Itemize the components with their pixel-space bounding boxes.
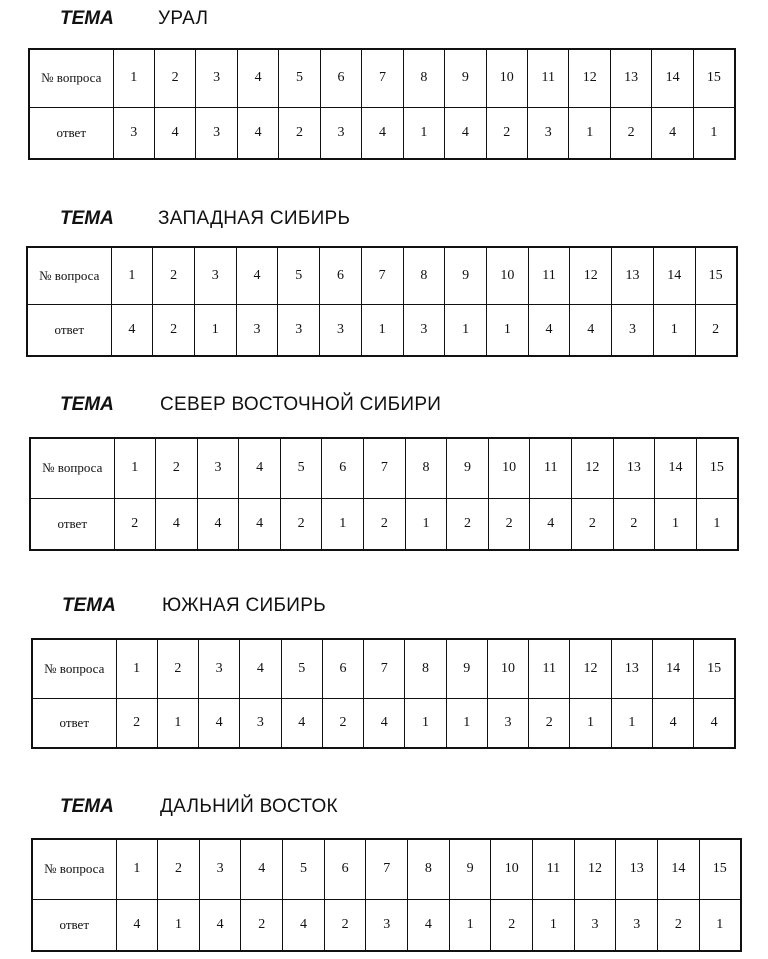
answer-cell: 3 [278, 304, 320, 356]
question-number-cell: 11 [533, 839, 575, 899]
answer-cell: 2 [153, 304, 195, 356]
topic-title: ЗАПАДНАЯ СИБИРЬ [158, 208, 351, 229]
question-number-cell: 11 [529, 639, 570, 698]
question-number-cell: 15 [694, 639, 735, 698]
answer-cell: 2 [279, 107, 320, 159]
answer-cell: 3 [320, 304, 362, 356]
question-number-cell: 12 [570, 247, 612, 304]
question-number-cell: 2 [158, 839, 200, 899]
answer-table [29, 437, 739, 551]
answer-cell: 4 [694, 698, 735, 748]
answer-cell: 2 [695, 304, 737, 356]
answer-row [32, 899, 741, 951]
question-number-cell: 4 [237, 49, 278, 107]
answer-cell: 2 [491, 899, 533, 951]
answer-cell: 2 [610, 107, 651, 159]
question-number-row [29, 49, 735, 107]
question-number-cell: 5 [281, 639, 322, 698]
answer-cell: 1 [194, 304, 236, 356]
answer-cell: 2 [322, 698, 363, 748]
question-number-cell: 1 [116, 639, 157, 698]
question-number-cell: 12 [570, 639, 611, 698]
answer-cell: 4 [156, 498, 198, 550]
answer-cell: 2 [529, 698, 570, 748]
topic-title: ДАЛЬНИЙ ВОСТОК [160, 796, 338, 817]
answer-cell: 4 [528, 304, 570, 356]
answer-cell: 1 [696, 498, 738, 550]
question-number-cell: 3 [199, 839, 241, 899]
question-number-cell: 12 [572, 438, 614, 498]
answer-cell: 1 [405, 698, 446, 748]
question-number-cell: 5 [283, 839, 325, 899]
answer-row [32, 698, 735, 748]
question-number-cell: 14 [652, 639, 693, 698]
answer-cell: 2 [572, 498, 614, 550]
tema-label: ТЕМА [62, 595, 116, 616]
question-number-row [32, 639, 735, 698]
answer-cell: 2 [324, 899, 366, 951]
answer-cell: 3 [236, 304, 278, 356]
answer-cell: 4 [154, 107, 195, 159]
answer-cell: 4 [652, 107, 693, 159]
answer-cell: 2 [116, 698, 157, 748]
answer-cell: 3 [612, 304, 654, 356]
answer-cell: 1 [449, 899, 491, 951]
answer-cell: 1 [533, 899, 575, 951]
question-number-cell: 15 [693, 49, 734, 107]
question-number-cell: 14 [653, 247, 695, 304]
question-number-cell: 10 [486, 49, 527, 107]
answer-cell: 1 [611, 698, 652, 748]
answer-cell: 1 [570, 698, 611, 748]
answer-cell: 3 [196, 107, 237, 159]
question-number-cell: 7 [366, 839, 408, 899]
question-number-cell: 9 [445, 247, 487, 304]
answer-cell: 4 [652, 698, 693, 748]
question-number-cell: 15 [696, 438, 738, 498]
answer-cell: 4 [281, 698, 322, 748]
answer-cell: 3 [366, 899, 408, 951]
question-number-cell: 8 [403, 49, 444, 107]
answer-cell: 1 [361, 304, 403, 356]
answer-cell: 4 [239, 498, 281, 550]
answer-cell: 3 [528, 107, 569, 159]
question-number-label: № вопроса [30, 438, 114, 498]
question-number-label: № вопроса [27, 247, 111, 304]
answer-cell: 1 [653, 304, 695, 356]
question-number-cell: 12 [569, 49, 610, 107]
question-number-cell: 11 [528, 247, 570, 304]
answer-cell: 2 [486, 107, 527, 159]
answer-cell: 2 [613, 498, 655, 550]
answer-cell: 2 [447, 498, 489, 550]
question-number-cell: 4 [241, 839, 283, 899]
answer-cell: 4 [445, 107, 486, 159]
answer-cell: 1 [157, 698, 198, 748]
question-number-cell: 6 [322, 639, 363, 698]
answer-cell: 4 [530, 498, 572, 550]
answer-cell: 4 [116, 899, 158, 951]
answer-cell: 1 [446, 698, 487, 748]
question-number-cell: 13 [612, 247, 654, 304]
answer-cell: 4 [199, 698, 240, 748]
question-number-label: № вопроса [29, 49, 113, 107]
tema-label: ТЕМА [60, 796, 114, 817]
answer-label: ответ [32, 899, 116, 951]
answer-table [31, 838, 742, 952]
question-number-row [30, 438, 738, 498]
question-number-cell: 3 [197, 438, 239, 498]
answer-label: ответ [32, 698, 116, 748]
answer-cell: 1 [655, 498, 697, 550]
answer-cell: 1 [569, 107, 610, 159]
question-number-cell: 2 [154, 49, 195, 107]
question-number-cell: 2 [153, 247, 195, 304]
question-number-cell: 13 [613, 438, 655, 498]
answer-row [30, 498, 738, 550]
question-number-cell: 2 [156, 438, 198, 498]
answer-cell: 1 [693, 107, 734, 159]
question-number-cell: 8 [405, 438, 447, 498]
answer-cell: 1 [403, 107, 444, 159]
answer-label: ответ [27, 304, 111, 356]
question-number-cell: 1 [114, 438, 156, 498]
answer-table [28, 48, 736, 160]
answer-cell: 1 [405, 498, 447, 550]
question-number-cell: 14 [652, 49, 693, 107]
question-number-cell: 8 [403, 247, 445, 304]
question-number-cell: 8 [408, 839, 450, 899]
answer-cell: 3 [240, 698, 281, 748]
answer-cell: 4 [283, 899, 325, 951]
tema-label: ТЕМА [60, 8, 114, 29]
question-number-row [27, 247, 737, 304]
question-number-cell: 9 [449, 839, 491, 899]
question-number-cell: 15 [699, 839, 741, 899]
answer-cell: 1 [445, 304, 487, 356]
question-number-cell: 4 [239, 438, 281, 498]
tema-label: ТЕМА [60, 394, 114, 415]
answer-cell: 4 [199, 899, 241, 951]
answer-label: ответ [30, 498, 114, 550]
answer-cell: 3 [487, 698, 528, 748]
question-number-cell: 7 [361, 247, 403, 304]
question-number-cell: 10 [486, 247, 528, 304]
answer-row [29, 107, 735, 159]
question-number-cell: 1 [113, 49, 154, 107]
question-number-cell: 3 [194, 247, 236, 304]
question-number-cell: 6 [320, 49, 361, 107]
answer-cell: 2 [241, 899, 283, 951]
question-number-cell: 14 [658, 839, 700, 899]
question-number-cell: 4 [240, 639, 281, 698]
question-number-cell: 6 [320, 247, 362, 304]
answer-cell: 2 [488, 498, 530, 550]
answer-cell: 3 [574, 899, 616, 951]
question-number-cell: 14 [655, 438, 697, 498]
answer-cell: 1 [322, 498, 364, 550]
question-number-cell: 6 [324, 839, 366, 899]
question-number-row [32, 839, 741, 899]
answer-cell: 1 [158, 899, 200, 951]
question-number-cell: 2 [157, 639, 198, 698]
question-number-cell: 11 [530, 438, 572, 498]
answer-label: ответ [29, 107, 113, 159]
question-number-cell: 13 [610, 49, 651, 107]
answer-cell: 4 [111, 304, 153, 356]
answer-cell: 4 [408, 899, 450, 951]
answer-cell: 3 [403, 304, 445, 356]
answer-cell: 1 [486, 304, 528, 356]
topic-title: УРАЛ [158, 8, 209, 29]
question-number-cell: 12 [574, 839, 616, 899]
question-number-cell: 7 [362, 49, 403, 107]
topic-title: СЕВЕР ВОСТОЧНОЙ СИБИРИ [160, 394, 442, 415]
answer-cell: 4 [197, 498, 239, 550]
answer-cell: 2 [658, 899, 700, 951]
question-number-cell: 5 [278, 247, 320, 304]
question-number-cell: 15 [695, 247, 737, 304]
question-number-cell: 4 [236, 247, 278, 304]
question-number-cell: 6 [322, 438, 364, 498]
question-number-cell: 7 [364, 639, 405, 698]
question-number-cell: 9 [445, 49, 486, 107]
question-number-cell: 13 [616, 839, 658, 899]
question-number-cell: 5 [279, 49, 320, 107]
tema-label: ТЕМА [60, 208, 114, 229]
question-number-cell: 3 [196, 49, 237, 107]
answer-cell: 3 [320, 107, 361, 159]
answer-cell: 3 [616, 899, 658, 951]
question-number-cell: 8 [405, 639, 446, 698]
topic-title: ЮЖНАЯ СИБИРЬ [162, 595, 326, 616]
question-number-cell: 13 [611, 639, 652, 698]
question-number-cell: 1 [111, 247, 153, 304]
question-number-cell: 9 [447, 438, 489, 498]
answer-cell: 2 [364, 498, 406, 550]
answer-table [31, 638, 736, 749]
question-number-cell: 9 [446, 639, 487, 698]
answer-cell: 2 [280, 498, 322, 550]
question-number-cell: 11 [528, 49, 569, 107]
question-number-cell: 10 [488, 438, 530, 498]
answer-cell: 3 [113, 107, 154, 159]
answer-cell: 4 [570, 304, 612, 356]
question-number-cell: 7 [364, 438, 406, 498]
question-number-cell: 3 [199, 639, 240, 698]
answer-cell: 4 [364, 698, 405, 748]
answer-row [27, 304, 737, 356]
question-number-cell: 10 [491, 839, 533, 899]
question-number-label: № вопроса [32, 839, 116, 899]
question-number-cell: 10 [487, 639, 528, 698]
question-number-cell: 5 [280, 438, 322, 498]
answer-cell: 4 [237, 107, 278, 159]
answer-cell: 1 [699, 899, 741, 951]
question-number-cell: 1 [116, 839, 158, 899]
answer-cell: 4 [362, 107, 403, 159]
question-number-label: № вопроса [32, 639, 116, 698]
answer-cell: 2 [114, 498, 156, 550]
answer-table [26, 246, 738, 357]
